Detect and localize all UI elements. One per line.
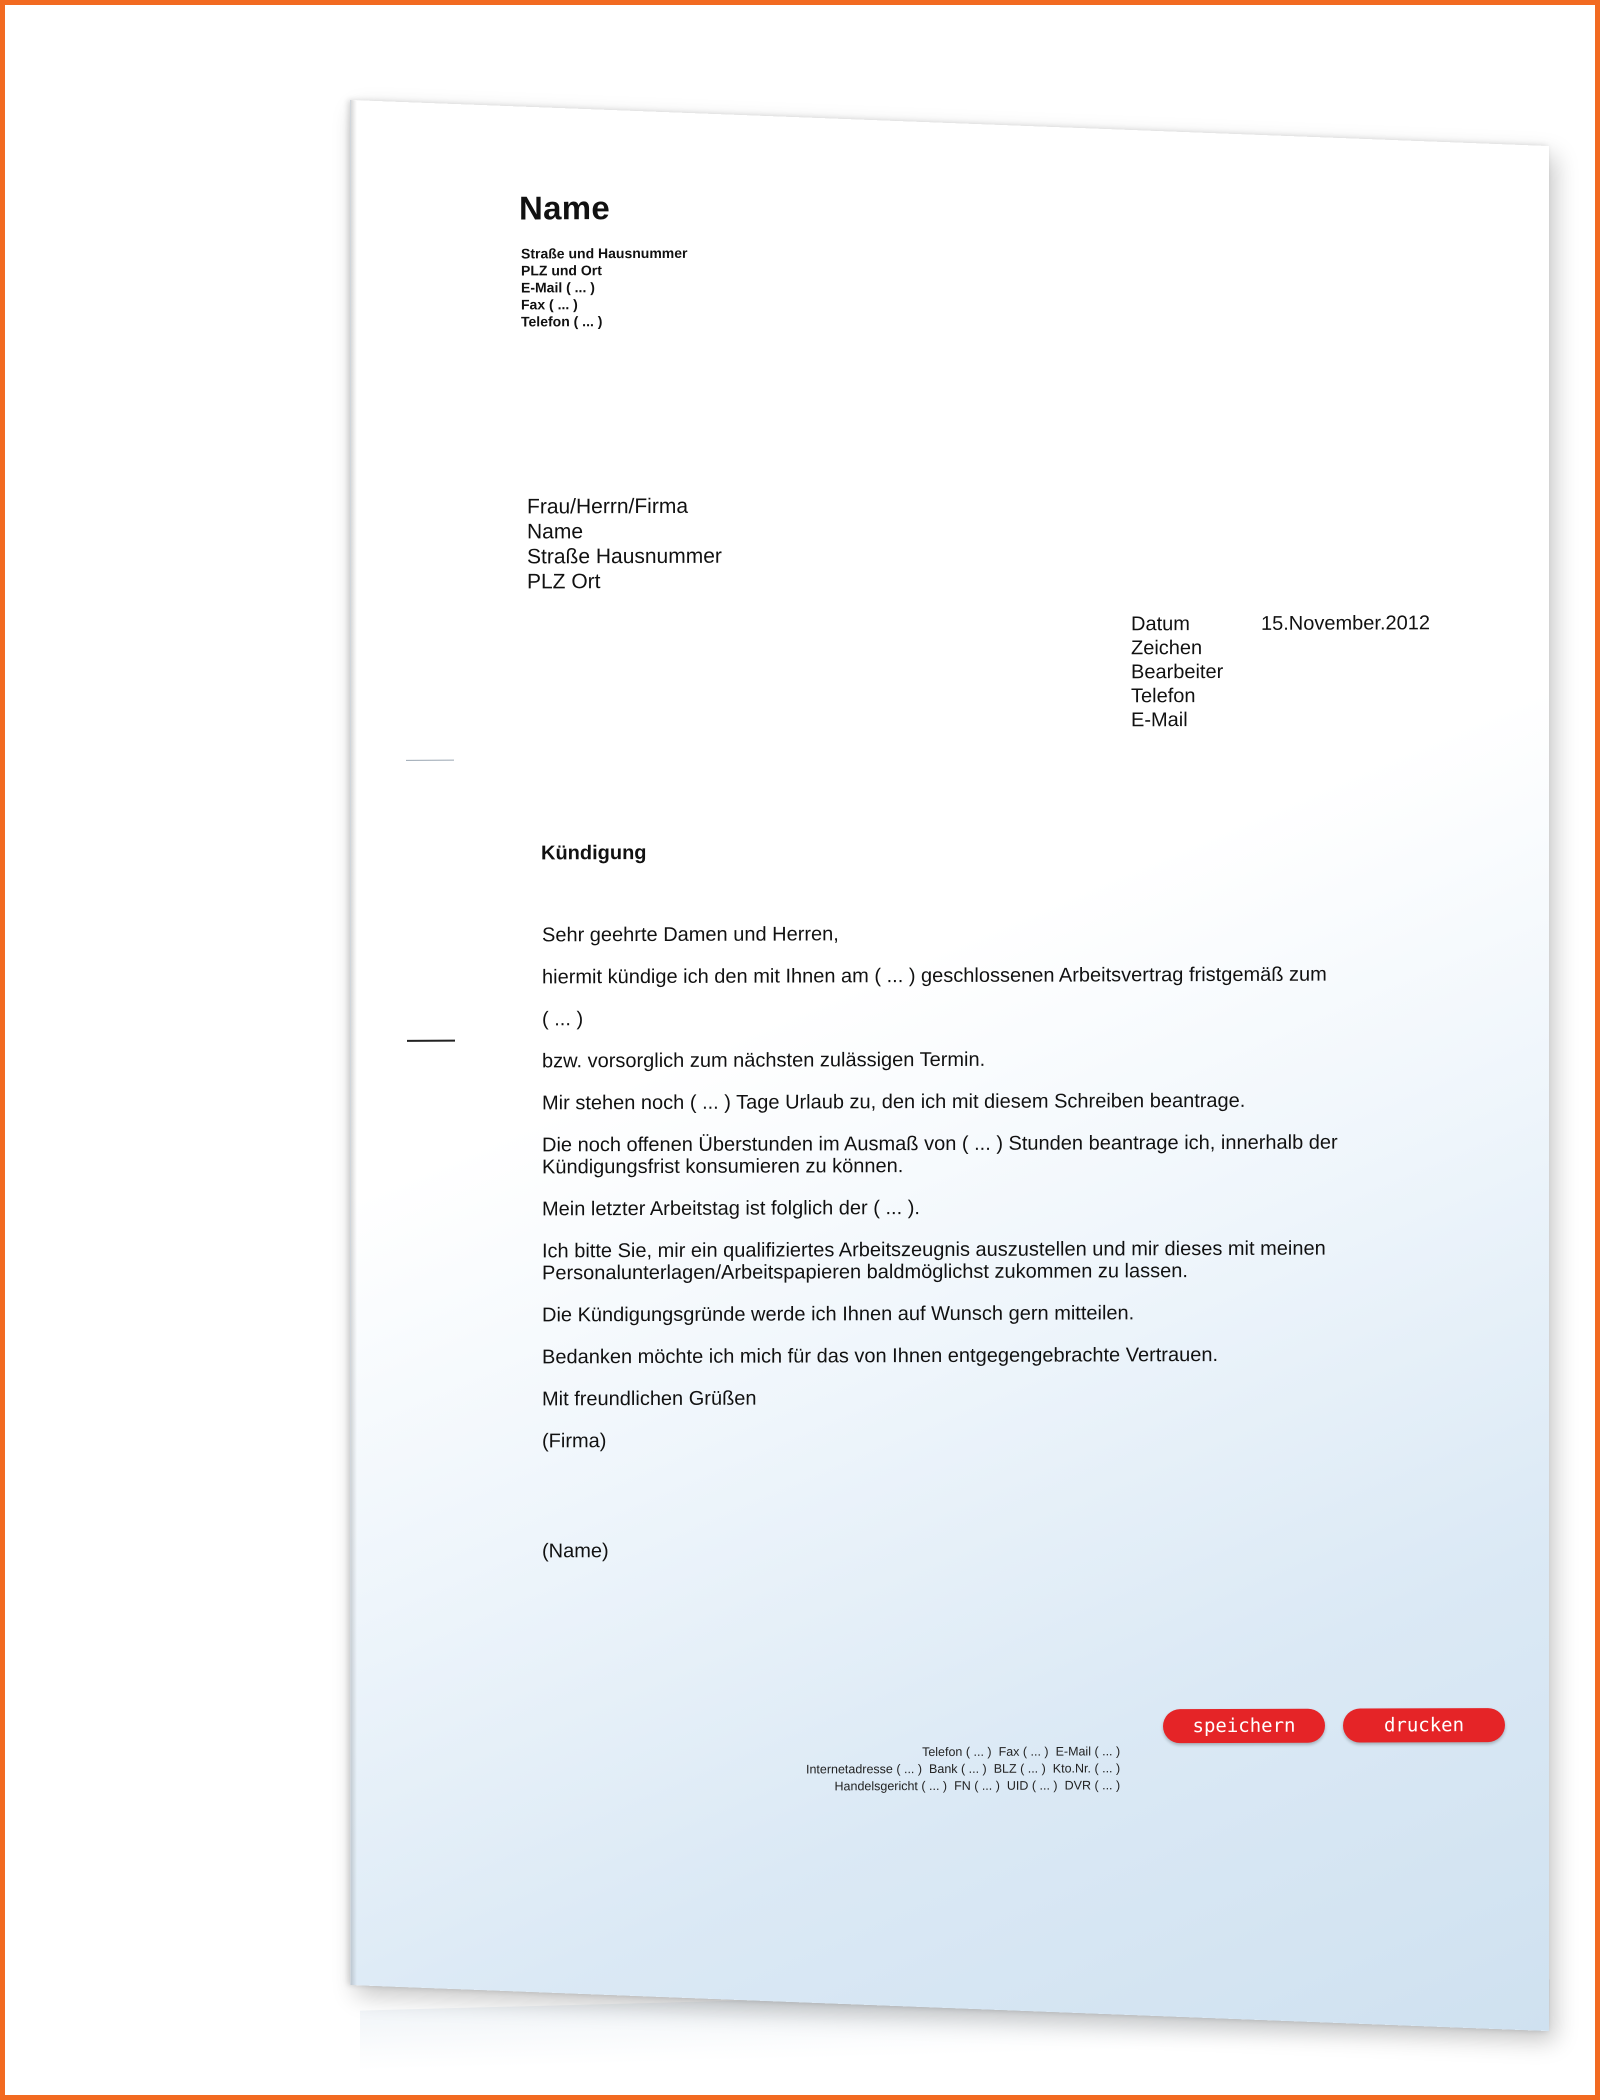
footer-row bbox=[806, 1760, 1120, 1778]
footer-fax: Fax ( ... ) bbox=[998, 1744, 1049, 1759]
letter-body bbox=[542, 921, 1372, 1582]
stage bbox=[5, 5, 1600, 2100]
letter-sheet bbox=[350, 100, 1549, 2031]
letter-closing: Mit freundlichen Grüßen bbox=[542, 1387, 757, 1411]
meta-row-phone bbox=[1131, 683, 1430, 708]
letter-paragraph: ( ... ) bbox=[542, 1008, 584, 1031]
save-button[interactable]: speichern bbox=[1163, 1709, 1325, 1744]
footer-account: Kto.Nr. ( ... ) bbox=[1052, 1761, 1121, 1776]
letter-paragraph: bzw. vorsorglich zum nächsten zulässigen Termin. bbox=[542, 1048, 986, 1073]
meta-row-reference bbox=[1131, 635, 1430, 660]
letter-paragraph: Bedanken möchte ich mich für das von Ihnen entgegengebrachte Vertrauen. bbox=[542, 1344, 1219, 1369]
sender-email: E-Mail ( ... ) bbox=[521, 279, 595, 296]
sender-fax: Fax ( ... ) bbox=[521, 296, 578, 313]
footer-fn: FN ( ... ) bbox=[954, 1778, 1000, 1793]
meta-value-date: 15.November.2012 bbox=[1261, 612, 1431, 635]
recipient-city: PLZ Ort bbox=[527, 570, 601, 594]
meta-label: Zeichen bbox=[1131, 637, 1203, 660]
sender-street: Straße und Hausnummer bbox=[521, 244, 688, 262]
punch-mark bbox=[407, 1040, 455, 1042]
letter-company: (Firma) bbox=[542, 1430, 607, 1453]
signature-space bbox=[542, 1469, 1372, 1540]
footer-row bbox=[806, 1743, 1120, 1761]
meta-label: Bearbeiter bbox=[1131, 660, 1224, 684]
meta-label: E-Mail bbox=[1131, 709, 1188, 732]
footer-contact-block bbox=[806, 1743, 1120, 1795]
letter-paragraph: Mein letzter Arbeitstag ist folglich der ( ... ). bbox=[542, 1197, 920, 1221]
footer-court: Handelsgericht ( ... ) bbox=[834, 1778, 948, 1794]
sender-name: Name bbox=[519, 189, 611, 227]
reference-block bbox=[1131, 611, 1430, 732]
letter-content bbox=[351, 100, 1549, 1985]
footer-bank: Bank ( ... ) bbox=[929, 1761, 987, 1777]
meta-label: Telefon bbox=[1131, 685, 1196, 708]
letter-paragraph: hiermit kündige ich den mit Ihnen am ( ... ) geschlossenen Arbeitsvertrag fristgemäß zum bbox=[542, 963, 1327, 989]
letter-paragraph: Ich bitte Sie, mir ein qualifiziertes Arbeitszeugnis auszustellen und mir dieses mit meinen Personalunterlagen/Arbeitspapieren baldmöglichst zukommen zu lassen. bbox=[542, 1237, 1326, 1285]
footer-email: E-Mail ( ... ) bbox=[1055, 1744, 1121, 1759]
recipient-name: Name bbox=[527, 520, 584, 544]
sender-address-block bbox=[521, 245, 687, 331]
print-button[interactable]: drucken bbox=[1343, 1708, 1505, 1743]
recipient-salutation: Frau/Herrn/Firma bbox=[527, 494, 689, 519]
meta-row-clerk bbox=[1131, 659, 1430, 684]
letter-paragraph: Die Kündigungsgründe werde ich Ihnen auf Wunsch gern mitteilen. bbox=[542, 1302, 1135, 1327]
letter-subject: Kündigung bbox=[541, 842, 647, 865]
meta-row-email bbox=[1131, 707, 1430, 732]
footer-uid: UID ( ... ) bbox=[1006, 1778, 1058, 1793]
footer-blz: BLZ ( ... ) bbox=[993, 1761, 1046, 1776]
sender-city: PLZ und Ort bbox=[521, 262, 602, 279]
footer-phone: Telefon ( ... ) bbox=[922, 1744, 992, 1760]
recipient-street: Straße Hausnummer bbox=[527, 544, 722, 569]
footer-dvr: DVR ( ... ) bbox=[1064, 1778, 1121, 1793]
fold-mark bbox=[406, 760, 454, 761]
letter-paragraph: Die noch offenen Überstunden im Ausmaß von ( ... ) Stunden beantrage ich, innerhalb der Kündigungsfrist konsumieren zu können. bbox=[542, 1131, 1338, 1179]
footer-website: Internetadresse ( ... ) bbox=[806, 1762, 923, 1777]
meta-row-date bbox=[1131, 611, 1430, 636]
letter-paragraph: Mir stehen noch ( ... ) Tage Urlaub zu, den ich mit diesem Schreiben beantrage. bbox=[542, 1089, 1246, 1115]
sender-phone: Telefon ( ... ) bbox=[521, 313, 603, 330]
meta-label: Datum bbox=[1131, 613, 1190, 636]
recipient-address-block bbox=[527, 494, 722, 595]
letter-salutation: Sehr geehrte Damen und Herren, bbox=[542, 923, 839, 947]
footer-row bbox=[806, 1777, 1120, 1795]
letter-signature-name: (Name) bbox=[542, 1540, 609, 1563]
action-buttons bbox=[1163, 1708, 1505, 1743]
